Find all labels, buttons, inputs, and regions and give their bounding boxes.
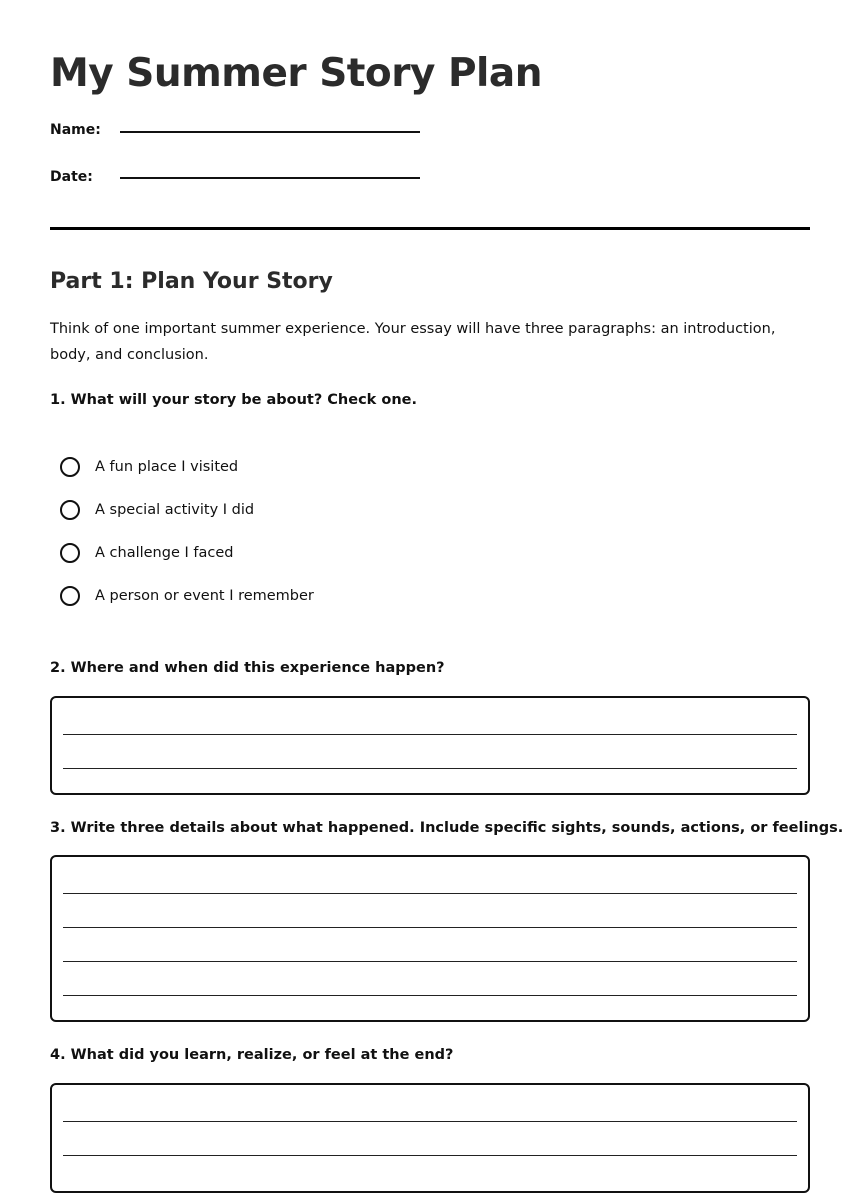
writing-line <box>63 734 797 735</box>
option-challenge[interactable] <box>60 540 233 566</box>
option-label: A special activity I did <box>95 502 255 518</box>
option-person-event[interactable] <box>60 583 314 609</box>
option-fun-place[interactable] <box>60 454 238 480</box>
writing-line <box>63 1121 797 1122</box>
part1-heading: Part 1: Plan Your Story <box>50 269 333 294</box>
name-field[interactable] <box>120 131 420 133</box>
header-divider <box>50 227 810 230</box>
answer-box-4[interactable] <box>50 1083 810 1193</box>
question-4: 4. What did you learn, realize, or feel at the end? <box>50 1047 454 1063</box>
writing-line <box>63 961 797 962</box>
option-special-activity[interactable] <box>60 497 254 523</box>
writing-line <box>63 893 797 894</box>
page-title: My Summer Story Plan <box>50 51 542 96</box>
answer-box-2[interactable] <box>50 696 810 795</box>
writing-line <box>63 927 797 928</box>
name-label: Name: <box>50 122 101 138</box>
radio-circle-icon[interactable] <box>60 543 80 563</box>
radio-circle-icon[interactable] <box>60 586 80 606</box>
radio-circle-icon[interactable] <box>60 457 80 477</box>
option-label: A challenge I faced <box>95 545 234 561</box>
writing-line <box>63 768 797 769</box>
question-1: 1. What will your story be about? Check one. <box>50 392 418 408</box>
option-label: A fun place I visited <box>95 459 239 475</box>
question-2: 2. Where and when did this experience happen? <box>50 660 445 676</box>
question-3: 3. Write three details about what happened. Include specific sights, sounds, actions, or feelings. <box>50 820 844 836</box>
option-label: A person or event I remember <box>95 588 314 604</box>
answer-box-3[interactable] <box>50 855 810 1022</box>
writing-line <box>63 1155 797 1156</box>
date-field[interactable] <box>120 177 420 179</box>
part1-intro: Think of one important summer experience. Your essay will have three paragraphs: an introduction, body, and conclusion. <box>50 321 776 363</box>
radio-circle-icon[interactable] <box>60 500 80 520</box>
writing-line <box>63 995 797 996</box>
date-label: Date: <box>50 169 93 185</box>
